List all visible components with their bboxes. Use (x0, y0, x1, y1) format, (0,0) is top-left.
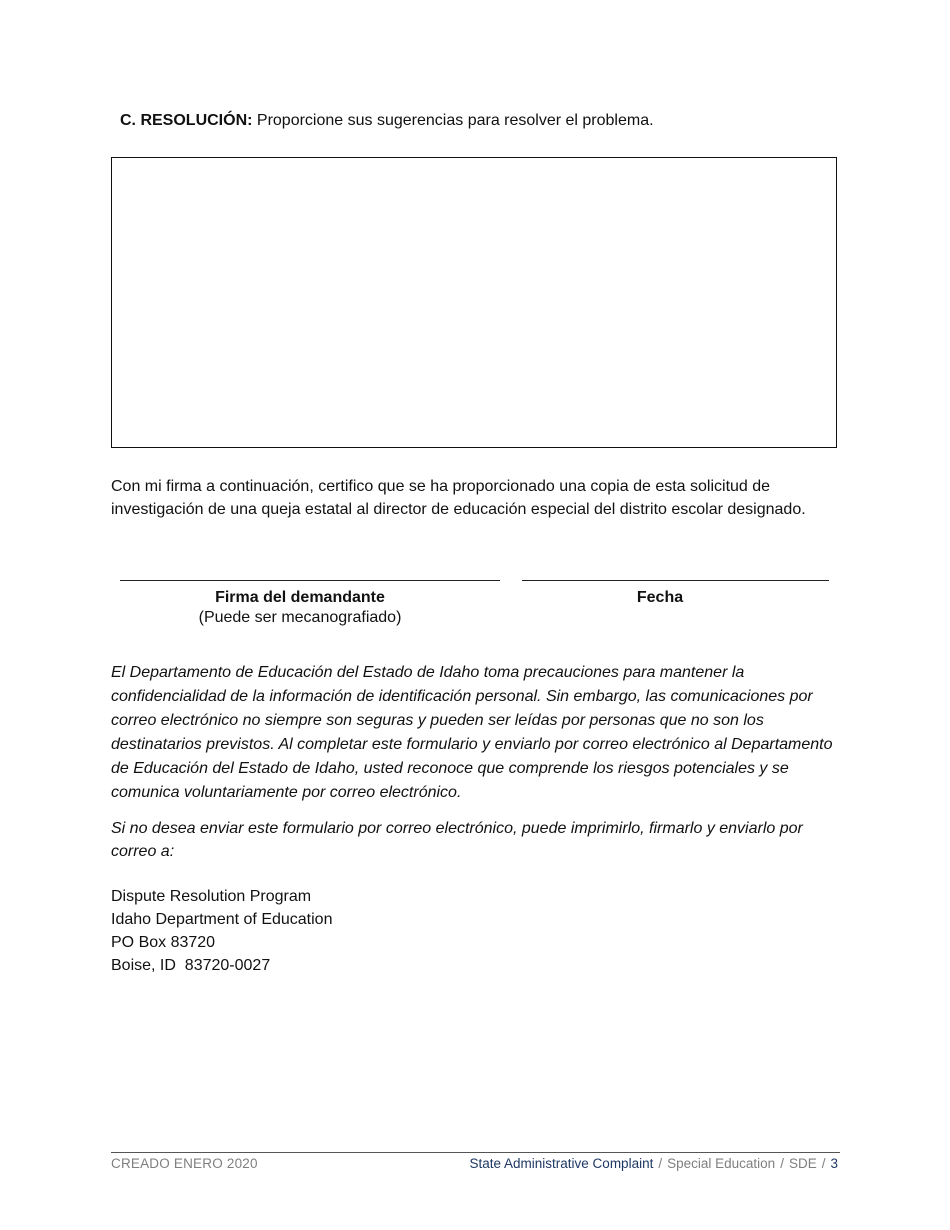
date-line[interactable] (522, 580, 829, 581)
footer-created: CREADO ENERO 2020 (111, 1156, 258, 1171)
date-label: Fecha (636, 589, 684, 606)
address-line: PO Box 83720 (111, 934, 216, 951)
address-line: Dispute Resolution Program (111, 888, 312, 905)
footer-separator: / (658, 1156, 663, 1171)
section-label: C. RESOLUCIÓN: (120, 112, 253, 129)
privacy-notice: El Departamento de Educación del Estado de Idaho toma precauciones para mantener la confidencialidad de la información de identificación personal. Sin embargo, las comunicaciones por correo electrónico no siempre son seguras y pueden ser leídas por personas que no son los destinatarios previstos. Al completar este formulario y enviarlo por correo electrónico al Departamento de Educación del Estado de Idaho, usted reconoce que comprende los riesgos potenciales y se comunica voluntariamente por correo electrónico. (111, 664, 833, 801)
footer-dept: Special Education (667, 1156, 776, 1171)
certification-text: Con mi firma a continuación, certifico que se ha proporcionado una copia de esta solicitud de investigación de una queja estatal al director de educación especial del distrito escolar designado. (111, 478, 806, 518)
footer-agency: SDE (788, 1156, 817, 1171)
section-heading (120, 112, 654, 130)
footer-divider (111, 1152, 840, 1153)
footer-separator: / (821, 1156, 826, 1171)
address-line: Idaho Department of Education (111, 911, 333, 928)
mail-instructions: Si no desea enviar este formulario por correo electrónico, puede imprimirlo, firmarlo y enviarlo por correo a: (111, 820, 803, 860)
footer-doc-title: State Administrative Complaint (469, 1156, 654, 1171)
mailing-address (111, 885, 332, 977)
footer-breadcrumb (470, 1156, 839, 1171)
signature-note: (Puede ser mecanografiado) (198, 609, 402, 626)
signature-label: Firma del demandante (215, 589, 385, 606)
footer-page-number: 3 (830, 1156, 838, 1171)
address-line: Boise, ID 83720-0027 (111, 957, 271, 974)
signature-line[interactable] (120, 580, 500, 581)
resolution-input[interactable] (111, 157, 837, 448)
section-prompt: Proporcione sus sugerencias para resolver el problema. (256, 112, 654, 129)
footer-separator: / (780, 1156, 784, 1171)
